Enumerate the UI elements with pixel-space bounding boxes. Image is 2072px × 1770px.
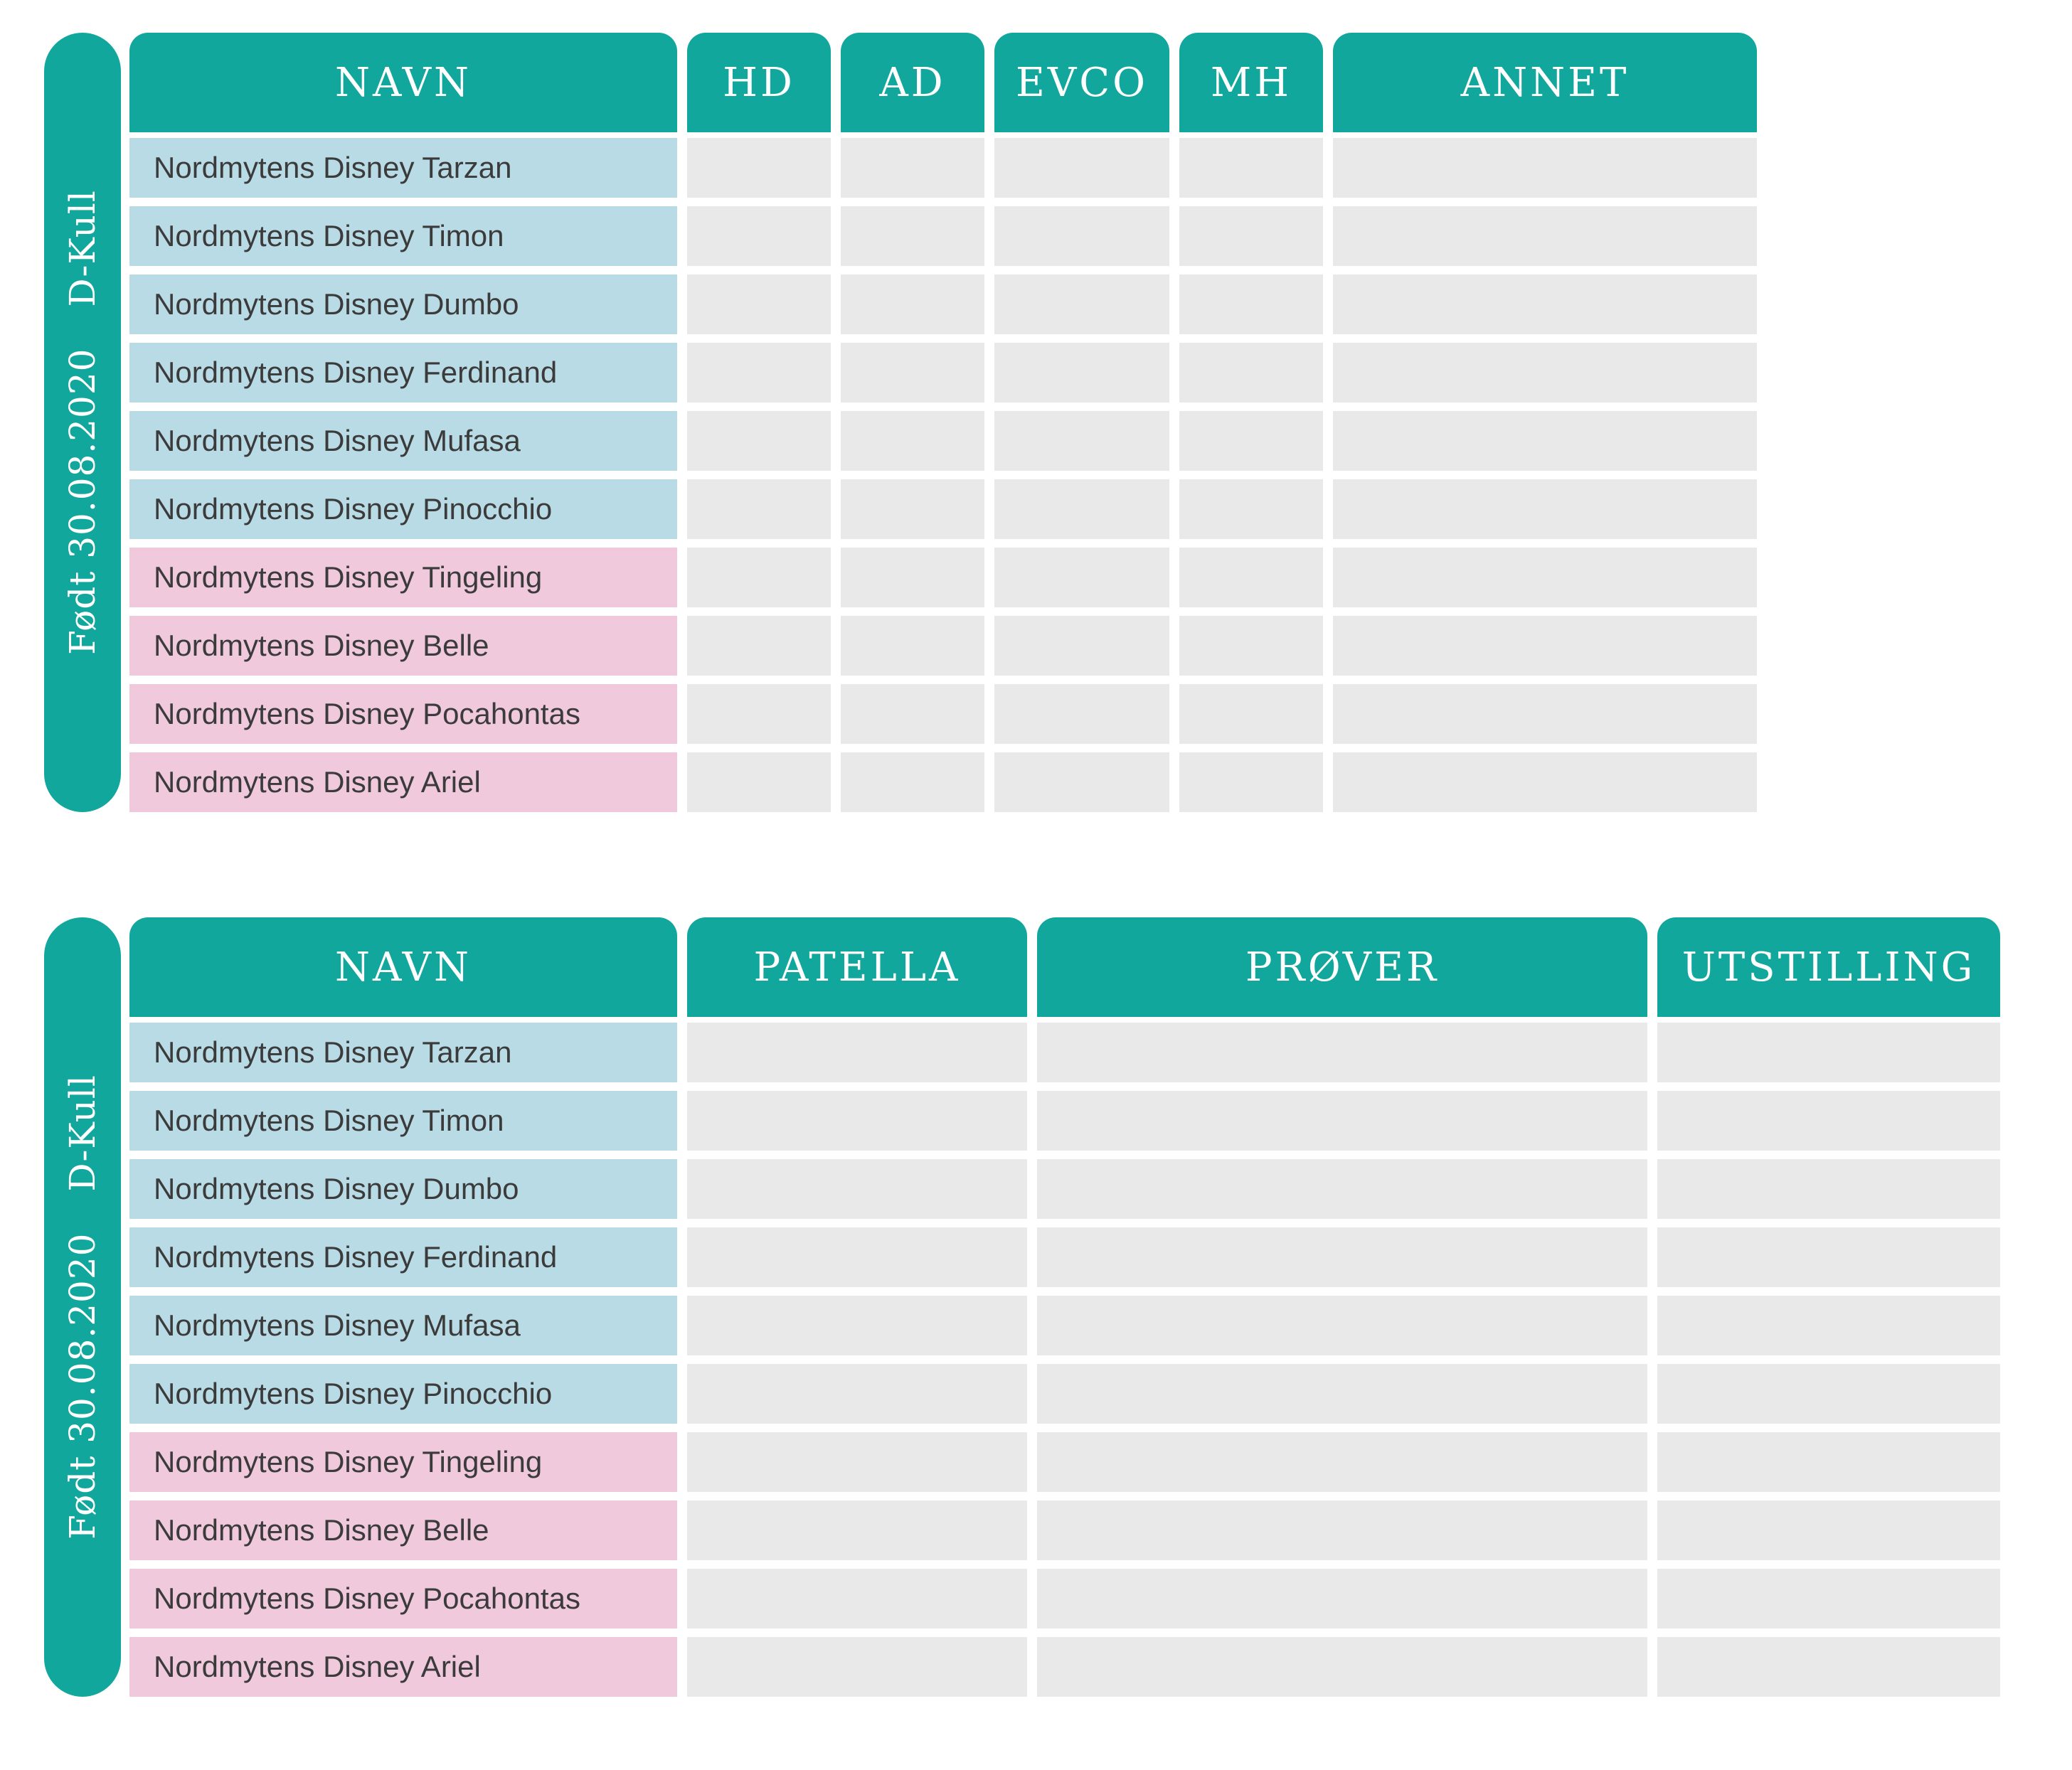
value-cell-evco[interactable] [994, 138, 1169, 198]
table-row [129, 1296, 2000, 1355]
value-cell-ad[interactable] [841, 548, 984, 607]
value-cell-utstilling[interactable] [1657, 1227, 2000, 1287]
value-cell-utstilling[interactable] [1657, 1637, 2000, 1697]
value-cell-ad[interactable] [841, 752, 984, 812]
value-cell-prover[interactable] [1037, 1296, 1647, 1355]
value-cell-ad[interactable] [841, 479, 984, 539]
column-header-annet: ANNET [1333, 33, 1757, 132]
activity-results-table [44, 917, 2000, 1697]
value-cell-evco[interactable] [994, 343, 1169, 402]
value-cell-patella[interactable] [687, 1569, 1027, 1628]
dog-name-cell: Nordmytens Disney Tingeling [129, 548, 677, 607]
table-row [129, 1569, 2000, 1628]
value-cell-mh[interactable] [1179, 548, 1323, 607]
column-header-navn: NAVN [129, 917, 677, 1017]
value-cell-patella[interactable] [687, 1432, 1027, 1492]
table-row [129, 684, 1757, 744]
value-cell-utstilling[interactable] [1657, 1364, 2000, 1424]
column-header-patella: PATELLA [687, 917, 1027, 1017]
litter-side-tab-health [44, 33, 121, 812]
column-header-evco: EVCO [994, 33, 1169, 132]
column-header-hd: HD [687, 33, 831, 132]
table-row [129, 1091, 2000, 1151]
dog-name-cell: Nordmytens Disney Pocahontas [129, 1569, 677, 1628]
dog-name-cell: Nordmytens Disney Pocahontas [129, 684, 677, 744]
table-row [129, 1432, 2000, 1492]
dog-name-cell: Nordmytens Disney Tarzan [129, 1023, 677, 1082]
litter-label-born: Født 30.08.2020 [62, 348, 104, 655]
value-cell-annet[interactable] [1333, 684, 1757, 744]
value-cell-utstilling[interactable] [1657, 1091, 2000, 1151]
value-cell-mh[interactable] [1179, 138, 1323, 198]
value-cell-annet[interactable] [1333, 274, 1757, 334]
value-cell-annet[interactable] [1333, 411, 1757, 471]
dog-name-cell: Nordmytens Disney Tingeling [129, 1432, 677, 1492]
value-cell-annet[interactable] [1333, 548, 1757, 607]
column-header-navn: NAVN [129, 33, 677, 132]
value-cell-mh[interactable] [1179, 752, 1323, 812]
value-cell-hd[interactable] [687, 548, 831, 607]
column-header-mh: MH [1179, 33, 1323, 132]
value-cell-prover[interactable] [1037, 1432, 1647, 1492]
value-cell-hd[interactable] [687, 138, 831, 198]
value-cell-prover[interactable] [1037, 1637, 1647, 1697]
value-cell-annet[interactable] [1333, 206, 1757, 266]
value-cell-utstilling[interactable] [1657, 1023, 2000, 1082]
dog-name-cell: Nordmytens Disney Ferdinand [129, 1227, 677, 1287]
dog-name-cell: Nordmytens Disney Belle [129, 1500, 677, 1560]
health-table-area [129, 33, 1757, 812]
value-cell-annet[interactable] [1333, 343, 1757, 402]
column-header-prover: PRØVER [1037, 917, 1647, 1017]
value-cell-mh[interactable] [1179, 274, 1323, 334]
value-cell-hd[interactable] [687, 752, 831, 812]
column-header-utstilling: UTSTILLING [1657, 917, 2000, 1017]
value-cell-evco[interactable] [994, 479, 1169, 539]
value-cell-patella[interactable] [687, 1227, 1027, 1287]
dog-name-cell: Nordmytens Disney Pinocchio [129, 479, 677, 539]
table-row [129, 1227, 2000, 1287]
value-cell-utstilling[interactable] [1657, 1296, 2000, 1355]
table-row [129, 752, 1757, 812]
value-cell-mh[interactable] [1179, 479, 1323, 539]
value-cell-evco[interactable] [994, 752, 1169, 812]
value-cell-evco[interactable] [994, 206, 1169, 266]
table-row [129, 206, 1757, 266]
value-cell-evco[interactable] [994, 274, 1169, 334]
activity-header-row [129, 917, 2000, 1017]
value-cell-patella[interactable] [687, 1364, 1027, 1424]
litter-label-kull: D-Kull [62, 190, 104, 307]
dog-name-cell: Nordmytens Disney Dumbo [129, 1159, 677, 1219]
value-cell-evco[interactable] [994, 684, 1169, 744]
value-cell-hd[interactable] [687, 684, 831, 744]
dog-name-cell: Nordmytens Disney Dumbo [129, 274, 677, 334]
value-cell-patella[interactable] [687, 1159, 1027, 1219]
value-cell-prover[interactable] [1037, 1159, 1647, 1219]
dog-name-cell: Nordmytens Disney Timon [129, 206, 677, 266]
value-cell-hd[interactable] [687, 274, 831, 334]
litter-label-born: Født 30.08.2020 [62, 1232, 104, 1540]
value-cell-prover[interactable] [1037, 1364, 1647, 1424]
value-cell-patella[interactable] [687, 1296, 1027, 1355]
value-cell-ad[interactable] [841, 206, 984, 266]
column-header-ad: AD [841, 33, 984, 132]
table-row [129, 1637, 2000, 1697]
dog-name-cell: Nordmytens Disney Belle [129, 616, 677, 676]
table-row [129, 1364, 2000, 1424]
litter-side-tab-activity [44, 917, 121, 1697]
table-row [129, 479, 1757, 539]
dog-name-cell: Nordmytens Disney Pinocchio [129, 1364, 677, 1424]
value-cell-patella[interactable] [687, 1023, 1027, 1082]
value-cell-evco[interactable] [994, 548, 1169, 607]
value-cell-mh[interactable] [1179, 206, 1323, 266]
value-cell-mh[interactable] [1179, 684, 1323, 744]
value-cell-mh[interactable] [1179, 343, 1323, 402]
health-body-rows [129, 138, 1757, 812]
dog-name-cell: Nordmytens Disney Timon [129, 1091, 677, 1151]
activity-table-area [129, 917, 2000, 1697]
value-cell-ad[interactable] [841, 411, 984, 471]
value-cell-hd[interactable] [687, 616, 831, 676]
dog-name-cell: Nordmytens Disney Ferdinand [129, 343, 677, 402]
value-cell-ad[interactable] [841, 343, 984, 402]
value-cell-annet[interactable] [1333, 752, 1757, 812]
value-cell-prover[interactable] [1037, 1091, 1647, 1151]
dog-name-cell: Nordmytens Disney Ariel [129, 752, 677, 812]
dog-name-cell: Nordmytens Disney Mufasa [129, 411, 677, 471]
litter-label-kull: D-Kull [62, 1075, 104, 1192]
table-row [129, 1500, 2000, 1560]
value-cell-annet[interactable] [1333, 479, 1757, 539]
value-cell-evco[interactable] [994, 616, 1169, 676]
value-cell-utstilling[interactable] [1657, 1432, 2000, 1492]
value-cell-hd[interactable] [687, 479, 831, 539]
value-cell-mh[interactable] [1179, 411, 1323, 471]
activity-body-rows [129, 1023, 2000, 1697]
value-cell-evco[interactable] [994, 411, 1169, 471]
table-row [129, 1159, 2000, 1219]
value-cell-ad[interactable] [841, 138, 984, 198]
value-cell-prover[interactable] [1037, 1569, 1647, 1628]
table-row [129, 1023, 2000, 1082]
value-cell-annet[interactable] [1333, 616, 1757, 676]
dog-name-cell: Nordmytens Disney Tarzan [129, 138, 677, 198]
value-cell-hd[interactable] [687, 206, 831, 266]
table-row [129, 411, 1757, 471]
value-cell-utstilling[interactable] [1657, 1569, 2000, 1628]
value-cell-ad[interactable] [841, 616, 984, 676]
value-cell-utstilling[interactable] [1657, 1500, 2000, 1560]
table-row [129, 548, 1757, 607]
value-cell-annet[interactable] [1333, 138, 1757, 198]
dog-name-cell: Nordmytens Disney Mufasa [129, 1296, 677, 1355]
value-cell-prover[interactable] [1037, 1023, 1647, 1082]
value-cell-utstilling[interactable] [1657, 1159, 2000, 1219]
table-row [129, 274, 1757, 334]
value-cell-patella[interactable] [687, 1091, 1027, 1151]
value-cell-ad[interactable] [841, 274, 984, 334]
value-cell-hd[interactable] [687, 411, 831, 471]
table-row [129, 343, 1757, 402]
value-cell-ad[interactable] [841, 684, 984, 744]
health-header-row [129, 33, 1757, 132]
table-row [129, 616, 1757, 676]
health-results-table [44, 33, 1757, 812]
value-cell-prover[interactable] [1037, 1500, 1647, 1560]
dog-name-cell: Nordmytens Disney Ariel [129, 1637, 677, 1697]
table-row [129, 138, 1757, 198]
value-cell-patella[interactable] [687, 1500, 1027, 1560]
value-cell-hd[interactable] [687, 343, 831, 402]
value-cell-prover[interactable] [1037, 1227, 1647, 1287]
value-cell-mh[interactable] [1179, 616, 1323, 676]
value-cell-patella[interactable] [687, 1637, 1027, 1697]
